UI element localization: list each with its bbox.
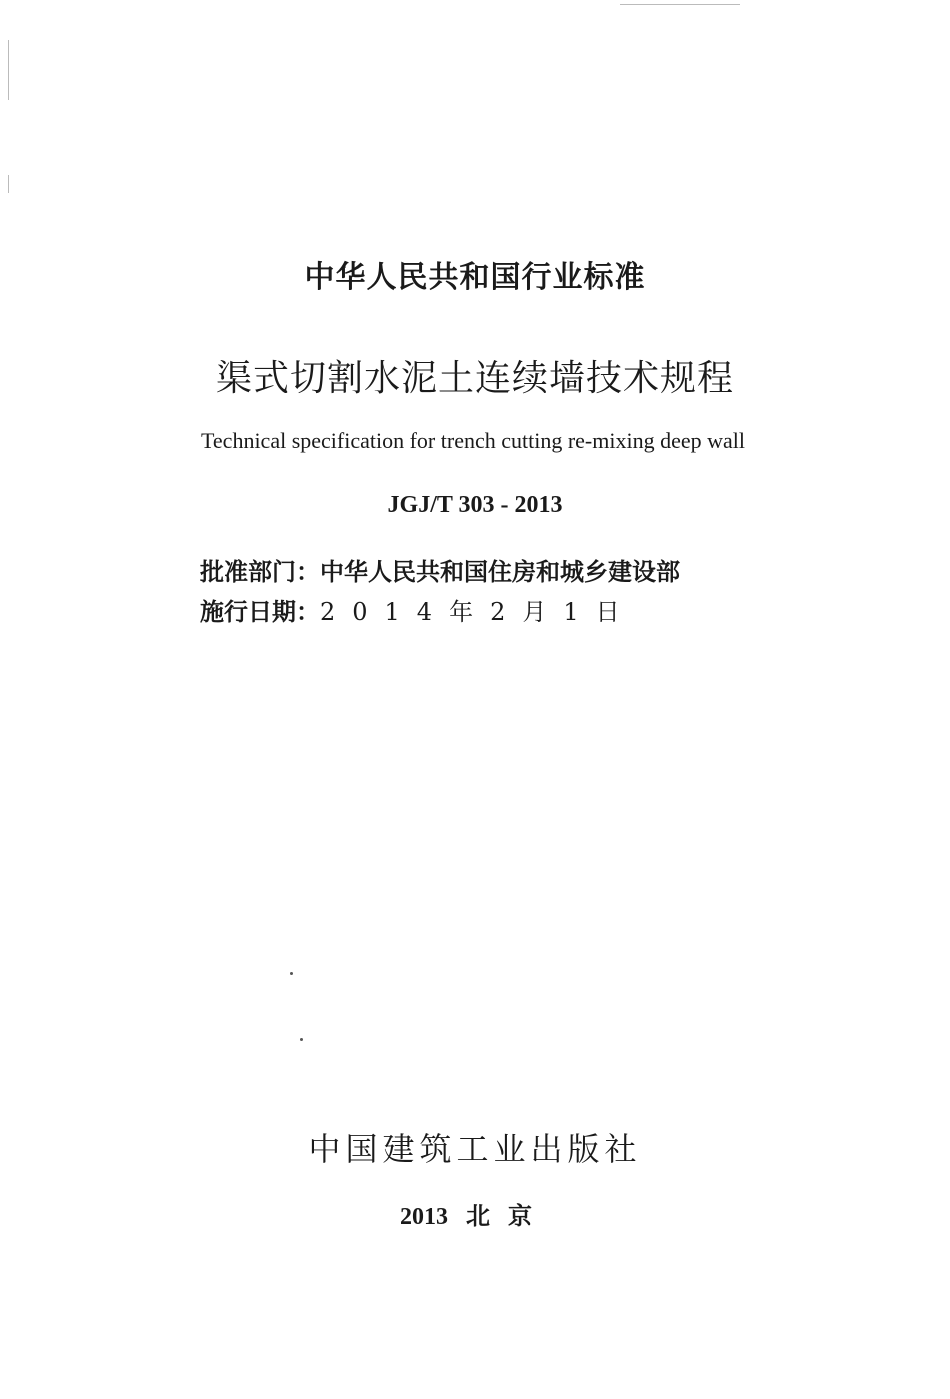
info-block xyxy=(200,552,680,632)
scan-edge-mark xyxy=(8,175,9,193)
publisher: 中国建筑工业出版社 xyxy=(308,1130,642,1168)
standard-code: JGJ/T 303 - 2013 xyxy=(387,492,563,518)
effective-date-value: 2014年2月1日 xyxy=(320,598,637,626)
approval-label: 批准部门： xyxy=(200,558,320,586)
effective-date-row xyxy=(200,592,680,632)
approval-value: 中华人民共和国住房和城乡建设部 xyxy=(320,558,680,586)
scan-edge-mark xyxy=(620,4,740,5)
title-chinese: 渠式切割水泥土连续墙技术规程 xyxy=(215,358,734,399)
scan-speck xyxy=(300,1038,303,1041)
scan-speck xyxy=(290,972,293,975)
imprint-city: 北京 xyxy=(466,1202,550,1230)
imprint-year: 2013 xyxy=(400,1204,448,1230)
standard-category: 中华人民共和国行业标准 xyxy=(304,260,646,295)
title-english: Technical specification for trench cutting re-mixing deep wall xyxy=(201,428,745,453)
imprint xyxy=(0,1196,950,1231)
approval-row xyxy=(200,552,680,592)
scan-edge-mark xyxy=(8,40,9,100)
effective-date-label: 施行日期： xyxy=(200,598,320,626)
